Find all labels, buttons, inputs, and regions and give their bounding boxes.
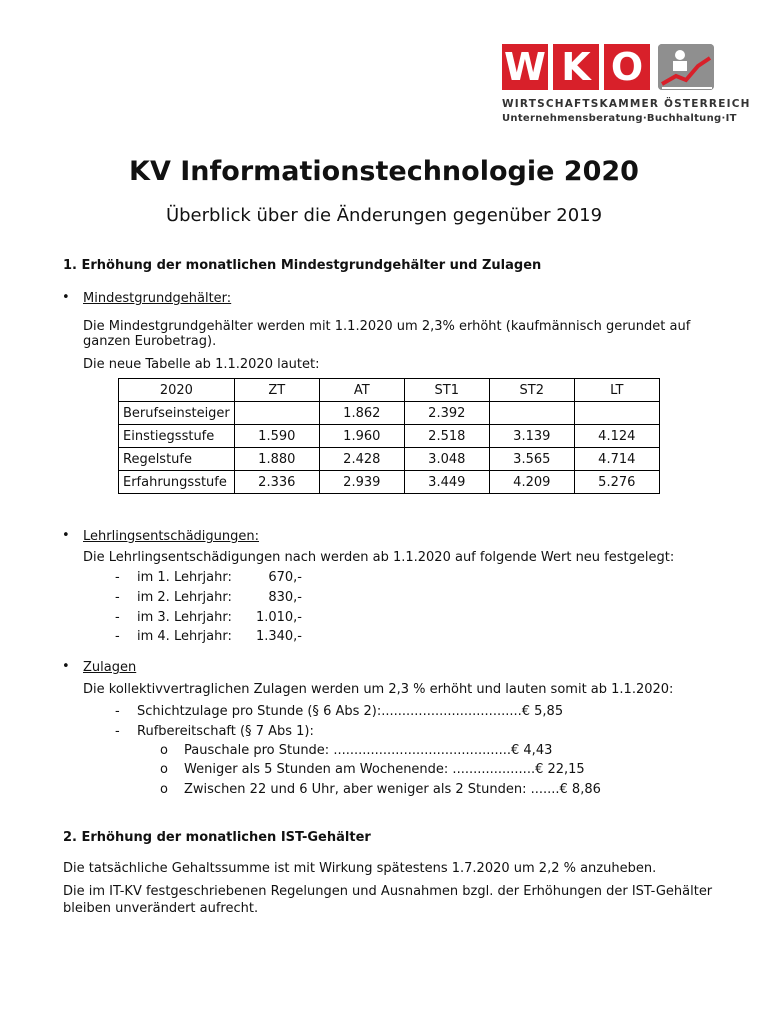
logo-org-name: WIRTSCHAFTSKAMMER ÖSTERREICH: [502, 98, 751, 110]
table-cell: 1.880: [234, 448, 319, 471]
table-cell: [234, 402, 319, 425]
dash-icon: -: [115, 610, 120, 625]
table-cell: 2.518: [404, 425, 489, 448]
mindest-para2: Die neue Tabelle ab 1.1.2020 lautet:: [83, 357, 320, 372]
table-cell: Erfahrungsstufe: [119, 471, 235, 494]
dash-icon: -: [115, 724, 120, 739]
table-header-cell: ST1: [404, 379, 489, 402]
lehrling-label: Lehrlingsentschädigungen:: [83, 529, 260, 544]
lehrjahr-amount: 830,-: [268, 590, 302, 605]
table-cell: 1.862: [319, 402, 404, 425]
ruf-item: Weniger als 5 Stunden am Wochenende: ....................€ 22,15: [184, 762, 585, 777]
table-header-cell: ST2: [489, 379, 574, 402]
logo-letter-w: W: [502, 44, 548, 90]
wko-logo: [502, 44, 751, 128]
circle-bullet-icon: o: [160, 762, 168, 777]
ruf-item: Zwischen 22 und 6 Uhr, aber weniger als 2 Stunden: .......€ 8,86: [184, 782, 601, 797]
table-cell: 3.565: [489, 448, 574, 471]
section2-heading: 2. Erhöhung der monatlichen IST-Gehälter: [63, 830, 371, 845]
table-cell: Berufseinsteiger: [119, 402, 235, 425]
schichtzulage: Schichtzulage pro Stunde (§ 6 Abs 2):..................................€ 5,85: [137, 704, 564, 719]
mindest-para1b: ganzen Eurobetrag).: [83, 334, 217, 349]
table-row: [119, 402, 660, 425]
table-cell: 4.209: [489, 471, 574, 494]
table-header-cell: 2020: [119, 379, 235, 402]
table-cell: 1.960: [319, 425, 404, 448]
table-cell: 2.428: [319, 448, 404, 471]
section2-para1: Die tatsächliche Gehaltssumme ist mit Wirkung spätestens 1.7.2020 um 2,2 % anzuheben.: [63, 861, 657, 876]
bullet-icon: •: [62, 290, 70, 305]
table-cell: [489, 402, 574, 425]
table-cell: Regelstufe: [119, 448, 235, 471]
salary-table: [118, 378, 660, 494]
logo-division: Unternehmensberatung·Buchhaltung·IT: [502, 113, 737, 124]
table-cell: 4.124: [574, 425, 659, 448]
table-cell: 3.048: [404, 448, 489, 471]
table-cell: 3.139: [489, 425, 574, 448]
section1-heading: 1. Erhöhung der monatlichen Mindestgrundgehälter und Zulagen: [63, 258, 542, 273]
lehrjahr-amount: 670,-: [268, 570, 302, 585]
table-cell: 2.939: [319, 471, 404, 494]
lehrling-para: Die Lehrlingsentschädigungen nach werden ab 1.1.2020 auf folgende Wert neu festgelegt:: [83, 550, 675, 565]
table-cell: Einstiegsstufe: [119, 425, 235, 448]
rufbereitschaft: Rufbereitschaft (§ 7 Abs 1):: [137, 724, 314, 739]
chart-person-icon: [658, 44, 714, 90]
ruf-item: Pauschale pro Stunde: ...........................................€ 4,43: [184, 743, 553, 758]
table-cell: [574, 402, 659, 425]
section2-para2b: bleiben unverändert aufrecht.: [63, 901, 259, 916]
bullet-icon: •: [62, 659, 70, 674]
section2-para2a: Die im IT-KV festgeschriebenen Regelungen und Ausnahmen bzgl. der Erhöhungen der IST-Gehälter: [63, 884, 713, 899]
lehrjahr-label: im 2. Lehrjahr:: [137, 590, 232, 605]
zulagen-para: Die kollektivvertraglichen Zulagen werden um 2,3 % erhöht und lauten somit ab 1.1.2020:: [83, 682, 674, 697]
table-cell: 4.714: [574, 448, 659, 471]
circle-bullet-icon: o: [160, 743, 168, 758]
logo-letter-k: K: [553, 44, 599, 90]
bullet-icon: •: [62, 528, 70, 543]
table-cell: 2.336: [234, 471, 319, 494]
table-row: [119, 448, 660, 471]
dash-icon: -: [115, 570, 120, 585]
lehrjahr-amount: 1.010,-: [255, 610, 302, 625]
table-header-cell: AT: [319, 379, 404, 402]
dash-icon: -: [115, 629, 120, 644]
table-header-row: [119, 379, 660, 402]
table-row: [119, 471, 660, 494]
lehrjahr-label: im 4. Lehrjahr:: [137, 629, 232, 644]
circle-bullet-icon: o: [160, 782, 168, 797]
table-header-cell: ZT: [234, 379, 319, 402]
zulagen-label: Zulagen: [83, 660, 137, 675]
table-row: [119, 425, 660, 448]
lehrjahr-amount: 1.340,-: [255, 629, 302, 644]
mindest-para1: Die Mindestgrundgehälter werden mit 1.1.2020 um 2,3% erhöht (kaufmännisch gerundet auf: [83, 319, 691, 334]
mindest-label: Mindestgrundgehälter:: [83, 291, 232, 306]
table-cell: 2.392: [404, 402, 489, 425]
table-cell: 5.276: [574, 471, 659, 494]
dash-icon: -: [115, 590, 120, 605]
table-cell: 3.449: [404, 471, 489, 494]
lehrjahr-label: im 1. Lehrjahr:: [137, 570, 232, 585]
lehrjahr-label: im 3. Lehrjahr:: [137, 610, 232, 625]
page-title: KV Informationstechnologie 2020: [129, 156, 639, 187]
table-cell: 1.590: [234, 425, 319, 448]
logo-letter-o: O: [604, 44, 650, 90]
table-header-cell: LT: [574, 379, 659, 402]
page-subtitle: Überblick über die Änderungen gegenüber 2019: [165, 205, 603, 226]
dash-icon: -: [115, 704, 120, 719]
